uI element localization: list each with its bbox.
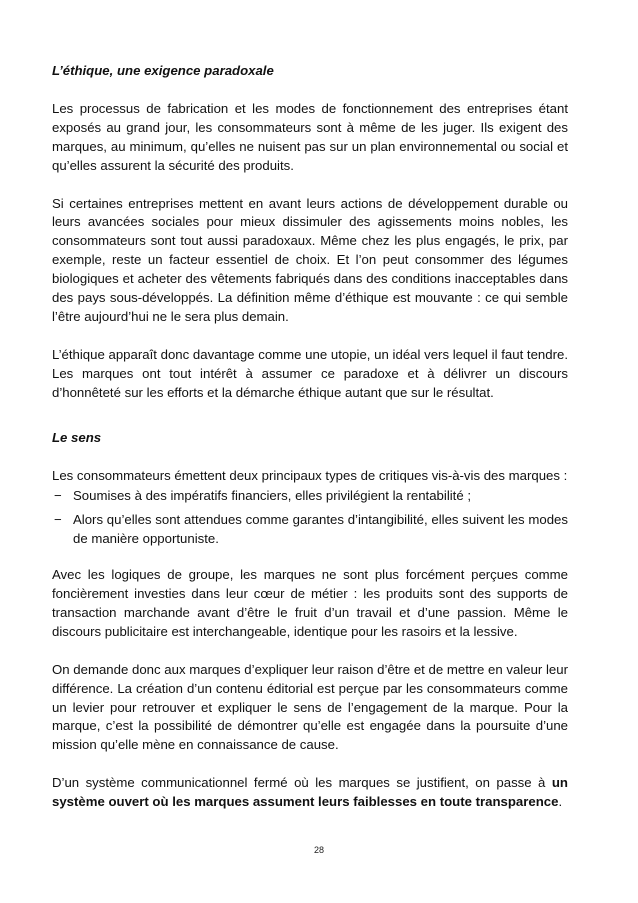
conclusion-lead: D’un système communicationnel fermé où les marques se justifient, on passe à bbox=[52, 775, 552, 791]
list-item-text: Soumises à des impératifs financiers, elles privilégient la rentabilité ; bbox=[73, 488, 472, 504]
paragraph: Les processus de fabrication et les modes de fonctionnement des entreprises étant exposés au grand jour, les consommateurs sont à même de les juger. Ils exigent des marques, au minimum, qu’elles ne nuisent pas sur un plan environnemental ou social et qu’elles assurent la sécurité des produits. bbox=[52, 100, 568, 173]
paragraph: Si certaines entreprises mettent en avant leurs actions de développement durable ou leurs avancées sociales pour mieux dissimuler des agissements moins nobles, les consommateurs sont tout aussi paradoxaux. Même chez les plus engagés, le prix, par exemple, reste un facteur essentiel de choix. Et l’on peut consommer des légumes biologiques et acheter des vêtements fabriqués dans des conditions inacceptables dans des pays sous-développés. La définition même d’éthique est mouvante : ce qui semble l’être aujourd’hui ne le sera plus demain. bbox=[52, 195, 568, 324]
dash-bullet-icon: − bbox=[54, 488, 62, 504]
list-item bbox=[52, 487, 568, 506]
list-item-text: Alors qu’elles sont attendues comme garantes d’intangibilité, elles suivent les modes de manière opportuniste. bbox=[73, 512, 568, 547]
page-number: 28 bbox=[313, 845, 324, 855]
paragraph: Avec les logiques de groupe, les marques ne sont plus forcément perçues comme foncièrement investies dans leur cœur de métier : les produits sont des supports de transaction marchande avant d’être le fruit d’un travail et d’une passion. Même le discours publicitaire est interchangeable, identique pour les rasoirs et la lessive. bbox=[52, 567, 568, 639]
paragraph-conclusion bbox=[52, 774, 568, 812]
conclusion-end: . bbox=[558, 794, 563, 810]
paragraph: Les consommateurs émettent deux principaux types de critiques vis-à-vis des marques : bbox=[52, 467, 568, 483]
document-page bbox=[52, 62, 568, 812]
section-heading-ethics: L’éthique, une exigence paradoxale bbox=[52, 63, 274, 78]
critique-list bbox=[52, 487, 568, 549]
section-heading-meaning: Le sens bbox=[52, 429, 102, 445]
list-item bbox=[52, 511, 568, 549]
paragraph: L’éthique apparaît donc davantage comme une utopie, un idéal vers lequel il faut tendre. Les marques ont tout intérêt à assumer ce paradoxe et à délivrer un discours d’honnêteté sur les efforts et la démarche éthique autant que sur le résultat. bbox=[52, 346, 568, 400]
paragraph: On demande donc aux marques d’expliquer leur raison d’être et de mettre en valeur leur différence. La création d’un contenu éditorial est perçue par les consommateurs comme un levier pour retrouver et expliquer le sens de l’engagement de la marque. Pour la marque, c’est la possibilité de démontrer qu’elle est engagée dans la poursuite d’une mission qu’elle mène en connaissance de cause. bbox=[52, 661, 568, 753]
conclusion-bold: un système ouvert où les marques assument leurs faiblesses en toute transparence bbox=[52, 775, 568, 810]
dash-bullet-icon: − bbox=[54, 512, 62, 528]
